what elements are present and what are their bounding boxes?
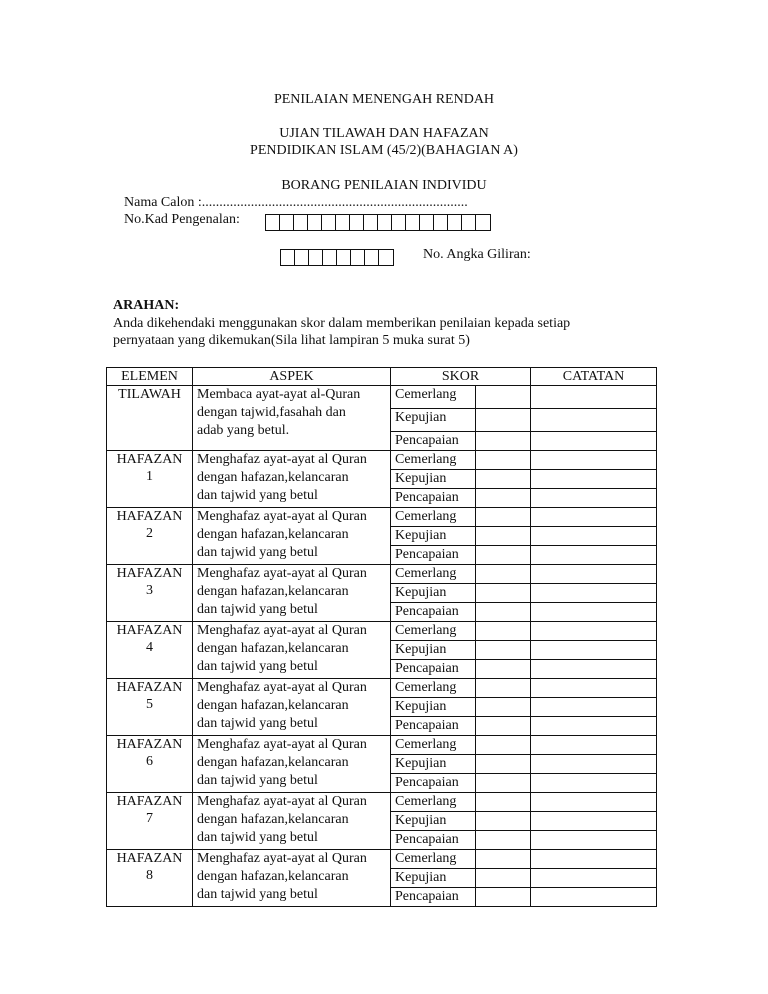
aspek-line: Menghafaz ayat-ayat al Quran [197, 452, 367, 467]
skor-input-cell[interactable] [476, 888, 531, 907]
catatan-cell[interactable] [531, 736, 657, 755]
skor-level: Pencapaian [391, 774, 476, 793]
aspek-cell [193, 793, 391, 850]
skor-input-cell[interactable] [476, 489, 531, 508]
catatan-cell[interactable] [531, 869, 657, 888]
catatan-cell[interactable] [531, 660, 657, 679]
aspek-line: dengan tajwid,fasahah dan [197, 405, 346, 420]
skor-input-cell[interactable] [476, 755, 531, 774]
catatan-cell[interactable] [531, 622, 657, 641]
table-row [107, 622, 657, 641]
title-line-2: UJIAN TILAWAH DAN HAFAZAN [279, 126, 489, 141]
skor-level: Kepujian [391, 812, 476, 831]
catatan-cell[interactable] [531, 489, 657, 508]
skor-level: Kepujian [391, 409, 476, 432]
angka-giliran-label: No. Angka Giliran: [423, 247, 531, 262]
table-row [107, 508, 657, 527]
skor-input-cell[interactable] [476, 409, 531, 432]
aspek-line: dengan hafazan,kelancaran [197, 470, 349, 485]
title-line-3: PENDIDIKAN ISLAM (45/2)(BAHAGIAN A) [250, 143, 518, 158]
table-row [107, 850, 657, 869]
table-header-row [107, 368, 657, 386]
elemen-label: HAFAZAN [116, 509, 183, 524]
skor-level: Pencapaian [391, 831, 476, 850]
aspek-line: Menghafaz ayat-ayat al Quran [197, 794, 367, 809]
aspek-cell [193, 622, 391, 679]
skor-level: Cemerlang [391, 679, 476, 698]
elemen-number: 3 [146, 583, 153, 598]
skor-input-cell[interactable] [476, 622, 531, 641]
aspek-line: dan tajwid yang betul [197, 488, 318, 503]
elemen-label: HAFAZAN [116, 794, 183, 809]
skor-input-cell[interactable] [476, 470, 531, 489]
table-row [107, 736, 657, 755]
skor-level: Kepujian [391, 641, 476, 660]
assessment-table [106, 367, 657, 907]
catatan-cell[interactable] [531, 451, 657, 470]
catatan-cell[interactable] [531, 409, 657, 432]
catatan-cell[interactable] [531, 603, 657, 622]
elemen-cell [107, 386, 193, 451]
skor-level: Cemerlang [391, 565, 476, 584]
catatan-cell[interactable] [531, 717, 657, 736]
aspek-cell [193, 736, 391, 793]
skor-level: Cemerlang [391, 508, 476, 527]
catatan-cell[interactable] [531, 432, 657, 451]
catatan-cell[interactable] [531, 584, 657, 603]
elemen-number: 4 [146, 640, 153, 655]
ic-label: No.Kad Pengenalan: [124, 212, 240, 227]
elemen-cell [107, 508, 193, 565]
skor-input-cell[interactable] [476, 774, 531, 793]
header-skor: SKOR [391, 368, 531, 386]
aspek-line: dan tajwid yang betul [197, 602, 318, 617]
elemen-label: HAFAZAN [116, 566, 183, 581]
skor-input-cell[interactable] [476, 736, 531, 755]
skor-level: Cemerlang [391, 850, 476, 869]
skor-level: Kepujian [391, 527, 476, 546]
table-row [107, 386, 657, 409]
elemen-cell [107, 679, 193, 736]
skor-input-cell[interactable] [476, 584, 531, 603]
elemen-number: 8 [146, 868, 153, 883]
skor-input-cell[interactable] [476, 508, 531, 527]
skor-input-cell[interactable] [476, 451, 531, 470]
table-row [107, 679, 657, 698]
elemen-cell [107, 622, 193, 679]
elemen-cell [107, 451, 193, 508]
aspek-line: dan tajwid yang betul [197, 773, 318, 788]
table-row [107, 565, 657, 584]
catatan-cell[interactable] [531, 527, 657, 546]
skor-level: Cemerlang [391, 793, 476, 812]
skor-level: Kepujian [391, 698, 476, 717]
aspek-line: dan tajwid yang betul [197, 830, 318, 845]
aspek-line: dengan hafazan,kelancaran [197, 812, 349, 827]
skor-input-cell[interactable] [476, 527, 531, 546]
ic-number-boxes[interactable] [265, 214, 491, 231]
aspek-line: dan tajwid yang betul [197, 716, 318, 731]
skor-input-cell[interactable] [476, 660, 531, 679]
skor-input-cell[interactable] [476, 386, 531, 409]
title-line-1: PENILAIAN MENENGAH RENDAH [273, 92, 495, 107]
catatan-cell[interactable] [531, 812, 657, 831]
skor-input-cell[interactable] [476, 679, 531, 698]
aspek-line: dengan hafazan,kelancaran [197, 755, 349, 770]
arahan-line-1: Anda dikehendaki menggunakan skor dalam memberikan penilaian kepada setiap [113, 316, 571, 331]
elemen-number: 7 [146, 811, 153, 826]
aspek-cell [193, 850, 391, 907]
skor-input-cell[interactable] [476, 603, 531, 622]
skor-level: Kepujian [391, 584, 476, 603]
skor-input-cell[interactable] [476, 793, 531, 812]
skor-input-cell[interactable] [476, 812, 531, 831]
skor-input-cell[interactable] [476, 869, 531, 888]
aspek-line: dengan hafazan,kelancaran [197, 641, 349, 656]
catatan-cell[interactable] [531, 641, 657, 660]
aspek-cell [193, 508, 391, 565]
skor-level: Cemerlang [391, 451, 476, 470]
skor-input-cell[interactable] [476, 546, 531, 565]
catatan-cell[interactable] [531, 698, 657, 717]
nama-calon-field: Nama Calon :............................................................................ [124, 195, 468, 210]
header-catatan: CATATAN [531, 368, 657, 386]
elemen-label: HAFAZAN [116, 452, 183, 467]
aspek-line: Menghafaz ayat-ayat al Quran [197, 566, 367, 581]
arahan-heading: ARAHAN: [113, 298, 180, 313]
catatan-cell[interactable] [531, 774, 657, 793]
elemen-label: TILAWAH [118, 387, 181, 402]
aspek-line: Menghafaz ayat-ayat al Quran [197, 509, 367, 524]
catatan-cell[interactable] [531, 850, 657, 869]
aspek-line: dengan hafazan,kelancaran [197, 584, 349, 599]
skor-input-cell[interactable] [476, 432, 531, 451]
skor-input-cell[interactable] [476, 717, 531, 736]
skor-input-cell[interactable] [476, 698, 531, 717]
skor-input-cell[interactable] [476, 831, 531, 850]
elemen-label: HAFAZAN [116, 737, 183, 752]
aspek-line: dengan hafazan,kelancaran [197, 869, 349, 884]
aspek-line: Menghafaz ayat-ayat al Quran [197, 851, 367, 866]
skor-level: Pencapaian [391, 660, 476, 679]
aspek-line: dengan hafazan,kelancaran [197, 527, 349, 542]
elemen-cell [107, 565, 193, 622]
aspek-line: Menghafaz ayat-ayat al Quran [197, 680, 367, 695]
skor-level: Pencapaian [391, 546, 476, 565]
aspek-line: adab yang betul. [197, 423, 290, 438]
elemen-label: HAFAZAN [116, 623, 183, 638]
skor-level: Pencapaian [391, 888, 476, 907]
table-row [107, 793, 657, 812]
skor-level: Pencapaian [391, 717, 476, 736]
aspek-line: Menghafaz ayat-ayat al Quran [197, 623, 367, 638]
elemen-number: 6 [146, 754, 153, 769]
skor-input-cell[interactable] [476, 850, 531, 869]
title-line-4: BORANG PENILAIAN INDIVIDU [281, 178, 487, 193]
elemen-cell [107, 736, 193, 793]
table-row [107, 451, 657, 470]
elemen-number: 2 [146, 526, 153, 541]
skor-level: Cemerlang [391, 386, 476, 409]
skor-input-cell[interactable] [476, 565, 531, 584]
aspek-cell [193, 565, 391, 622]
elemen-cell [107, 793, 193, 850]
catatan-cell[interactable] [531, 888, 657, 907]
catatan-cell[interactable] [531, 546, 657, 565]
elemen-label: HAFAZAN [116, 851, 183, 866]
aspek-cell [193, 679, 391, 736]
skor-level: Cemerlang [391, 622, 476, 641]
skor-input-cell[interactable] [476, 641, 531, 660]
catatan-cell[interactable] [531, 793, 657, 812]
skor-level: Pencapaian [391, 432, 476, 451]
aspek-line: dan tajwid yang betul [197, 545, 318, 560]
catatan-cell[interactable] [531, 386, 657, 409]
catatan-cell[interactable] [531, 831, 657, 850]
aspek-line: dan tajwid yang betul [197, 659, 318, 674]
catatan-cell[interactable] [531, 755, 657, 774]
aspek-cell [193, 451, 391, 508]
elemen-number: 5 [146, 697, 153, 712]
catatan-cell[interactable] [531, 508, 657, 527]
skor-level: Kepujian [391, 869, 476, 888]
elemen-cell [107, 850, 193, 907]
angka-giliran-boxes[interactable] [280, 249, 394, 266]
header-aspek: ASPEK [193, 368, 391, 386]
aspek-line: dengan hafazan,kelancaran [197, 698, 349, 713]
aspek-cell [193, 386, 391, 451]
catatan-cell[interactable] [531, 679, 657, 698]
catatan-cell[interactable] [531, 565, 657, 584]
arahan-line-2: pernyataan yang dikemukan(Sila lihat lampiran 5 muka surat 5) [113, 333, 470, 348]
catatan-cell[interactable] [531, 470, 657, 489]
header-elemen: ELEMEN [107, 368, 193, 386]
skor-level: Pencapaian [391, 603, 476, 622]
aspek-line: dan tajwid yang betul [197, 887, 318, 902]
skor-level: Cemerlang [391, 736, 476, 755]
elemen-label: HAFAZAN [116, 680, 183, 695]
skor-level: Pencapaian [391, 489, 476, 508]
skor-level: Kepujian [391, 755, 476, 774]
aspek-line: Menghafaz ayat-ayat al Quran [197, 737, 367, 752]
aspek-line: Membaca ayat-ayat al-Quran [197, 387, 361, 402]
skor-level: Kepujian [391, 470, 476, 489]
elemen-number: 1 [146, 469, 153, 484]
